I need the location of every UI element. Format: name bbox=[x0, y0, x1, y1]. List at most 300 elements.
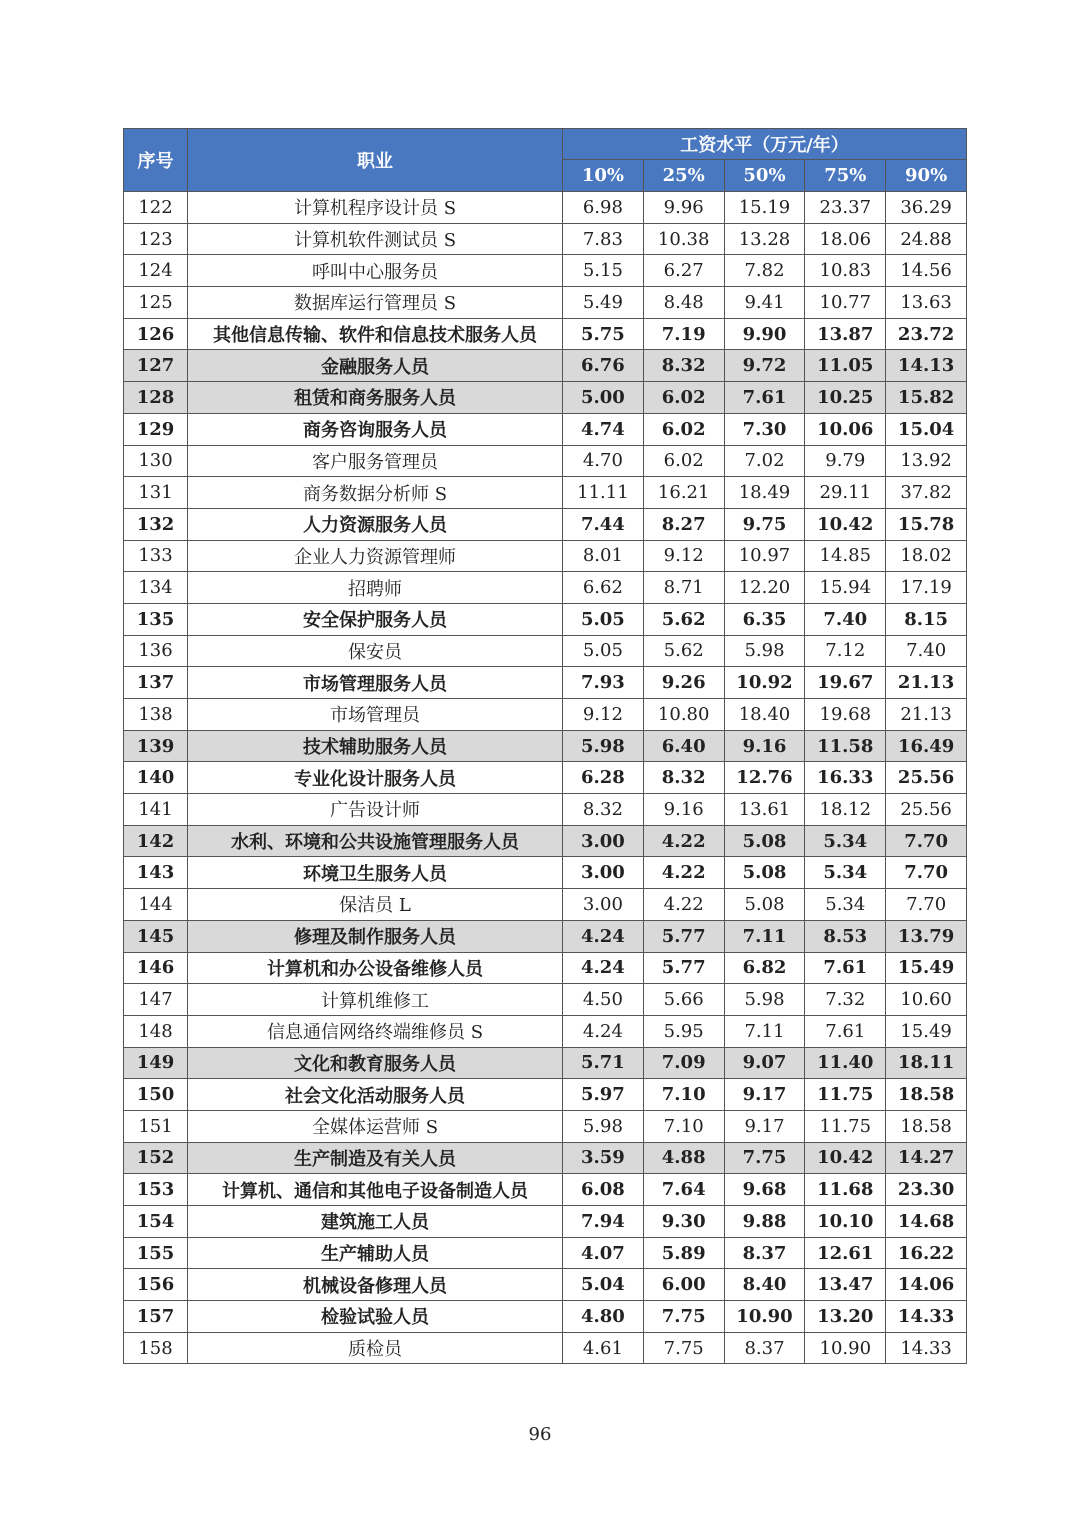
row-p10-cell: 5.04 bbox=[563, 1269, 644, 1301]
row-p90-cell: 14.68 bbox=[886, 1206, 967, 1238]
row-job-cell: 社会文化活动服务人员 bbox=[188, 1079, 563, 1111]
table-row bbox=[124, 952, 967, 984]
row-p10-cell: 3.00 bbox=[563, 825, 644, 857]
row-p75-cell: 8.53 bbox=[805, 920, 886, 952]
row-id-cell: 122 bbox=[124, 192, 188, 224]
row-p10-cell: 5.71 bbox=[563, 1047, 644, 1079]
row-p90-cell: 16.22 bbox=[886, 1237, 967, 1269]
row-p25-cell: 4.22 bbox=[643, 825, 724, 857]
row-p25-cell: 9.30 bbox=[643, 1206, 724, 1238]
row-p50-cell: 9.17 bbox=[724, 1079, 805, 1111]
row-p25-cell: 6.00 bbox=[643, 1269, 724, 1301]
row-p75-cell: 11.58 bbox=[805, 730, 886, 762]
row-p90-cell: 23.30 bbox=[886, 1174, 967, 1206]
row-id-cell: 126 bbox=[124, 318, 188, 350]
table-row bbox=[124, 857, 967, 889]
row-p10-cell: 9.12 bbox=[563, 699, 644, 731]
row-p75-cell: 15.94 bbox=[805, 572, 886, 604]
row-p75-cell: 10.77 bbox=[805, 287, 886, 319]
row-p25-cell: 6.02 bbox=[643, 382, 724, 414]
row-p50-cell: 7.75 bbox=[724, 1142, 805, 1174]
row-id-cell: 147 bbox=[124, 984, 188, 1016]
row-job-cell: 保洁员 L bbox=[188, 889, 563, 921]
row-p75-cell: 5.34 bbox=[805, 889, 886, 921]
row-p90-cell: 14.27 bbox=[886, 1142, 967, 1174]
row-id-cell: 136 bbox=[124, 635, 188, 667]
row-job-cell: 人力资源服务人员 bbox=[188, 508, 563, 540]
table-row bbox=[124, 1174, 967, 1206]
row-id-cell: 140 bbox=[124, 762, 188, 794]
row-p90-cell: 7.70 bbox=[886, 889, 967, 921]
row-p10-cell: 5.98 bbox=[563, 1110, 644, 1142]
row-job-cell: 计算机软件测试员 S bbox=[188, 223, 563, 255]
row-p10-cell: 7.94 bbox=[563, 1206, 644, 1238]
header-p25: 25% bbox=[643, 160, 724, 192]
row-p90-cell: 25.56 bbox=[886, 762, 967, 794]
row-p90-cell: 17.19 bbox=[886, 572, 967, 604]
table-row bbox=[124, 1332, 967, 1364]
row-p25-cell: 8.32 bbox=[643, 350, 724, 382]
table-row bbox=[124, 603, 967, 635]
row-p10-cell: 6.28 bbox=[563, 762, 644, 794]
row-p25-cell: 5.62 bbox=[643, 603, 724, 635]
row-p25-cell: 10.38 bbox=[643, 223, 724, 255]
row-id-cell: 123 bbox=[124, 223, 188, 255]
row-p50-cell: 18.49 bbox=[724, 477, 805, 509]
row-p90-cell: 7.40 bbox=[886, 635, 967, 667]
table-row bbox=[124, 1015, 967, 1047]
table-row bbox=[124, 984, 967, 1016]
row-id-cell: 156 bbox=[124, 1269, 188, 1301]
row-p10-cell: 4.50 bbox=[563, 984, 644, 1016]
row-p25-cell: 16.21 bbox=[643, 477, 724, 509]
row-id-cell: 127 bbox=[124, 350, 188, 382]
row-p50-cell: 5.08 bbox=[724, 825, 805, 857]
row-p50-cell: 9.07 bbox=[724, 1047, 805, 1079]
row-p25-cell: 7.64 bbox=[643, 1174, 724, 1206]
row-p10-cell: 6.08 bbox=[563, 1174, 644, 1206]
row-p50-cell: 5.98 bbox=[724, 984, 805, 1016]
row-p90-cell: 15.49 bbox=[886, 1015, 967, 1047]
row-p75-cell: 19.67 bbox=[805, 667, 886, 699]
row-job-cell: 商务咨询服务人员 bbox=[188, 413, 563, 445]
row-job-cell: 信息通信网络终端维修员 S bbox=[188, 1015, 563, 1047]
row-job-cell: 生产辅助人员 bbox=[188, 1237, 563, 1269]
row-p25-cell: 4.22 bbox=[643, 857, 724, 889]
row-job-cell: 保安员 bbox=[188, 635, 563, 667]
row-p10-cell: 4.07 bbox=[563, 1237, 644, 1269]
row-p50-cell: 7.30 bbox=[724, 413, 805, 445]
row-p75-cell: 11.75 bbox=[805, 1110, 886, 1142]
row-p75-cell: 9.79 bbox=[805, 445, 886, 477]
row-p25-cell: 7.19 bbox=[643, 318, 724, 350]
row-p10-cell: 3.00 bbox=[563, 889, 644, 921]
table-row bbox=[124, 1079, 967, 1111]
row-job-cell: 质检员 bbox=[188, 1332, 563, 1364]
row-p50-cell: 10.90 bbox=[724, 1301, 805, 1333]
row-p90-cell: 13.79 bbox=[886, 920, 967, 952]
row-p25-cell: 4.88 bbox=[643, 1142, 724, 1174]
row-p75-cell: 13.20 bbox=[805, 1301, 886, 1333]
row-p75-cell: 7.32 bbox=[805, 984, 886, 1016]
row-id-cell: 142 bbox=[124, 825, 188, 857]
row-p75-cell: 18.06 bbox=[805, 223, 886, 255]
row-p90-cell: 18.58 bbox=[886, 1079, 967, 1111]
row-job-cell: 生产制造及有关人员 bbox=[188, 1142, 563, 1174]
row-p90-cell: 24.88 bbox=[886, 223, 967, 255]
row-p75-cell: 10.25 bbox=[805, 382, 886, 414]
table-row bbox=[124, 1110, 967, 1142]
row-p10-cell: 3.00 bbox=[563, 857, 644, 889]
row-p50-cell: 12.20 bbox=[724, 572, 805, 604]
header-p10: 10% bbox=[563, 160, 644, 192]
header-wage-group: 工资水平（万元/年） bbox=[563, 129, 967, 160]
row-p90-cell: 23.72 bbox=[886, 318, 967, 350]
row-p75-cell: 7.12 bbox=[805, 635, 886, 667]
row-job-cell: 安全保护服务人员 bbox=[188, 603, 563, 635]
row-p90-cell: 37.82 bbox=[886, 477, 967, 509]
table-row bbox=[124, 762, 967, 794]
header-p90: 90% bbox=[886, 160, 967, 192]
row-p25-cell: 5.77 bbox=[643, 920, 724, 952]
row-id-cell: 134 bbox=[124, 572, 188, 604]
row-job-cell: 计算机、通信和其他电子设备制造人员 bbox=[188, 1174, 563, 1206]
row-p90-cell: 18.02 bbox=[886, 540, 967, 572]
row-id-cell: 141 bbox=[124, 794, 188, 826]
table-row bbox=[124, 825, 967, 857]
row-p50-cell: 9.90 bbox=[724, 318, 805, 350]
row-p75-cell: 11.05 bbox=[805, 350, 886, 382]
row-p10-cell: 8.01 bbox=[563, 540, 644, 572]
row-p25-cell: 6.27 bbox=[643, 255, 724, 287]
row-p25-cell: 5.62 bbox=[643, 635, 724, 667]
row-p10-cell: 6.76 bbox=[563, 350, 644, 382]
row-p75-cell: 10.90 bbox=[805, 1332, 886, 1364]
row-p75-cell: 10.83 bbox=[805, 255, 886, 287]
row-id-cell: 155 bbox=[124, 1237, 188, 1269]
row-id-cell: 128 bbox=[124, 382, 188, 414]
row-p25-cell: 8.27 bbox=[643, 508, 724, 540]
row-id-cell: 144 bbox=[124, 889, 188, 921]
row-p75-cell: 18.12 bbox=[805, 794, 886, 826]
row-p50-cell: 13.61 bbox=[724, 794, 805, 826]
row-job-cell: 数据库运行管理员 S bbox=[188, 287, 563, 319]
row-p75-cell: 5.34 bbox=[805, 857, 886, 889]
row-p10-cell: 4.24 bbox=[563, 920, 644, 952]
row-p50-cell: 8.40 bbox=[724, 1269, 805, 1301]
row-id-cell: 133 bbox=[124, 540, 188, 572]
row-p10-cell: 5.98 bbox=[563, 730, 644, 762]
row-p25-cell: 5.89 bbox=[643, 1237, 724, 1269]
row-p90-cell: 14.06 bbox=[886, 1269, 967, 1301]
row-p75-cell: 10.42 bbox=[805, 1142, 886, 1174]
row-p50-cell: 9.88 bbox=[724, 1206, 805, 1238]
row-p90-cell: 8.15 bbox=[886, 603, 967, 635]
row-p10-cell: 11.11 bbox=[563, 477, 644, 509]
page-number: 96 bbox=[528, 1424, 552, 1445]
row-p50-cell: 5.08 bbox=[724, 857, 805, 889]
row-p75-cell: 7.61 bbox=[805, 1015, 886, 1047]
table-row bbox=[124, 667, 967, 699]
row-p25-cell: 7.10 bbox=[643, 1110, 724, 1142]
row-job-cell: 其他信息传输、软件和信息技术服务人员 bbox=[188, 318, 563, 350]
row-id-cell: 129 bbox=[124, 413, 188, 445]
row-job-cell: 环境卫生服务人员 bbox=[188, 857, 563, 889]
row-id-cell: 145 bbox=[124, 920, 188, 952]
row-job-cell: 机械设备修理人员 bbox=[188, 1269, 563, 1301]
row-id-cell: 143 bbox=[124, 857, 188, 889]
row-job-cell: 呼叫中心服务员 bbox=[188, 255, 563, 287]
row-p25-cell: 9.16 bbox=[643, 794, 724, 826]
row-p75-cell: 11.40 bbox=[805, 1047, 886, 1079]
row-p10-cell: 8.32 bbox=[563, 794, 644, 826]
row-p10-cell: 4.80 bbox=[563, 1301, 644, 1333]
row-p50-cell: 8.37 bbox=[724, 1237, 805, 1269]
row-job-cell: 专业化设计服务人员 bbox=[188, 762, 563, 794]
row-p90-cell: 21.13 bbox=[886, 667, 967, 699]
row-p25-cell: 5.77 bbox=[643, 952, 724, 984]
row-p10-cell: 4.70 bbox=[563, 445, 644, 477]
row-p10-cell: 4.74 bbox=[563, 413, 644, 445]
row-p50-cell: 9.75 bbox=[724, 508, 805, 540]
table-row bbox=[124, 192, 967, 224]
row-p10-cell: 5.75 bbox=[563, 318, 644, 350]
row-p90-cell: 14.13 bbox=[886, 350, 967, 382]
row-p90-cell: 15.49 bbox=[886, 952, 967, 984]
row-id-cell: 139 bbox=[124, 730, 188, 762]
row-job-cell: 招聘师 bbox=[188, 572, 563, 604]
row-p25-cell: 7.75 bbox=[643, 1332, 724, 1364]
row-p10-cell: 4.24 bbox=[563, 1015, 644, 1047]
row-p25-cell: 10.80 bbox=[643, 699, 724, 731]
row-p75-cell: 11.75 bbox=[805, 1079, 886, 1111]
row-p90-cell: 13.63 bbox=[886, 287, 967, 319]
row-p75-cell: 13.87 bbox=[805, 318, 886, 350]
row-p25-cell: 8.32 bbox=[643, 762, 724, 794]
row-p25-cell: 6.40 bbox=[643, 730, 724, 762]
row-id-cell: 138 bbox=[124, 699, 188, 731]
row-p90-cell: 18.11 bbox=[886, 1047, 967, 1079]
table-row bbox=[124, 1237, 967, 1269]
table-row bbox=[124, 730, 967, 762]
row-p75-cell: 7.61 bbox=[805, 952, 886, 984]
row-job-cell: 市场管理员 bbox=[188, 699, 563, 731]
row-p75-cell: 11.68 bbox=[805, 1174, 886, 1206]
row-job-cell: 计算机和办公设备维修人员 bbox=[188, 952, 563, 984]
table-row bbox=[124, 1206, 967, 1238]
row-id-cell: 148 bbox=[124, 1015, 188, 1047]
row-job-cell: 市场管理服务人员 bbox=[188, 667, 563, 699]
table-row bbox=[124, 635, 967, 667]
row-p50-cell: 7.02 bbox=[724, 445, 805, 477]
row-id-cell: 154 bbox=[124, 1206, 188, 1238]
table-row bbox=[124, 445, 967, 477]
wage-table-container bbox=[123, 128, 966, 1364]
row-job-cell: 租赁和商务服务人员 bbox=[188, 382, 563, 414]
table-row bbox=[124, 889, 967, 921]
row-id-cell: 124 bbox=[124, 255, 188, 287]
row-p50-cell: 9.68 bbox=[724, 1174, 805, 1206]
row-id-cell: 125 bbox=[124, 287, 188, 319]
row-p10-cell: 6.62 bbox=[563, 572, 644, 604]
table-row bbox=[124, 318, 967, 350]
row-p50-cell: 5.08 bbox=[724, 889, 805, 921]
row-job-cell: 计算机维修工 bbox=[188, 984, 563, 1016]
row-p90-cell: 10.60 bbox=[886, 984, 967, 1016]
row-id-cell: 135 bbox=[124, 603, 188, 635]
row-p25-cell: 8.48 bbox=[643, 287, 724, 319]
row-p10-cell: 5.15 bbox=[563, 255, 644, 287]
row-p10-cell: 4.61 bbox=[563, 1332, 644, 1364]
row-p10-cell: 7.44 bbox=[563, 508, 644, 540]
row-job-cell: 商务数据分析师 S bbox=[188, 477, 563, 509]
row-p90-cell: 13.92 bbox=[886, 445, 967, 477]
row-job-cell: 水利、环境和公共设施管理服务人员 bbox=[188, 825, 563, 857]
row-job-cell: 文化和教育服务人员 bbox=[188, 1047, 563, 1079]
row-id-cell: 150 bbox=[124, 1079, 188, 1111]
row-p50-cell: 10.97 bbox=[724, 540, 805, 572]
row-p75-cell: 12.61 bbox=[805, 1237, 886, 1269]
table-header bbox=[124, 129, 967, 192]
row-p75-cell: 14.85 bbox=[805, 540, 886, 572]
row-p10-cell: 7.93 bbox=[563, 667, 644, 699]
row-id-cell: 130 bbox=[124, 445, 188, 477]
row-p75-cell: 23.37 bbox=[805, 192, 886, 224]
table-row bbox=[124, 382, 967, 414]
row-p10-cell: 4.24 bbox=[563, 952, 644, 984]
row-p50-cell: 15.19 bbox=[724, 192, 805, 224]
row-p50-cell: 8.37 bbox=[724, 1332, 805, 1364]
table-row bbox=[124, 920, 967, 952]
row-p50-cell: 7.11 bbox=[724, 920, 805, 952]
row-p50-cell: 9.16 bbox=[724, 730, 805, 762]
row-p50-cell: 18.40 bbox=[724, 699, 805, 731]
row-p90-cell: 15.04 bbox=[886, 413, 967, 445]
row-p25-cell: 6.02 bbox=[643, 445, 724, 477]
row-id-cell: 158 bbox=[124, 1332, 188, 1364]
table-row bbox=[124, 1142, 967, 1174]
row-p10-cell: 5.49 bbox=[563, 287, 644, 319]
row-p90-cell: 14.33 bbox=[886, 1332, 967, 1364]
table-body bbox=[124, 192, 967, 1364]
row-p50-cell: 10.92 bbox=[724, 667, 805, 699]
row-job-cell: 建筑施工人员 bbox=[188, 1206, 563, 1238]
table-row bbox=[124, 287, 967, 319]
row-p10-cell: 5.05 bbox=[563, 635, 644, 667]
row-p75-cell: 10.10 bbox=[805, 1206, 886, 1238]
table-row bbox=[124, 350, 967, 382]
table-row bbox=[124, 699, 967, 731]
row-id-cell: 157 bbox=[124, 1301, 188, 1333]
wage-table bbox=[123, 128, 967, 1364]
row-p75-cell: 29.11 bbox=[805, 477, 886, 509]
header-p50: 50% bbox=[724, 160, 805, 192]
row-p50-cell: 6.35 bbox=[724, 603, 805, 635]
row-p90-cell: 25.56 bbox=[886, 794, 967, 826]
header-job: 职业 bbox=[188, 129, 563, 192]
row-p50-cell: 7.11 bbox=[724, 1015, 805, 1047]
table-row bbox=[124, 255, 967, 287]
table-row bbox=[124, 413, 967, 445]
table-row bbox=[124, 540, 967, 572]
row-id-cell: 137 bbox=[124, 667, 188, 699]
row-p90-cell: 7.70 bbox=[886, 825, 967, 857]
row-job-cell: 修理及制作服务人员 bbox=[188, 920, 563, 952]
row-job-cell: 全媒体运营师 S bbox=[188, 1110, 563, 1142]
row-id-cell: 152 bbox=[124, 1142, 188, 1174]
table-row bbox=[124, 572, 967, 604]
table-row bbox=[124, 1269, 967, 1301]
row-p25-cell: 9.12 bbox=[643, 540, 724, 572]
row-p90-cell: 15.78 bbox=[886, 508, 967, 540]
row-p50-cell: 5.98 bbox=[724, 635, 805, 667]
row-p50-cell: 6.82 bbox=[724, 952, 805, 984]
row-p25-cell: 7.75 bbox=[643, 1301, 724, 1333]
table-row bbox=[124, 477, 967, 509]
row-p25-cell: 6.02 bbox=[643, 413, 724, 445]
row-id-cell: 131 bbox=[124, 477, 188, 509]
row-p90-cell: 18.58 bbox=[886, 1110, 967, 1142]
row-p90-cell: 36.29 bbox=[886, 192, 967, 224]
row-p90-cell: 15.82 bbox=[886, 382, 967, 414]
row-p25-cell: 9.96 bbox=[643, 192, 724, 224]
table-row bbox=[124, 508, 967, 540]
row-p50-cell: 9.41 bbox=[724, 287, 805, 319]
row-id-cell: 151 bbox=[124, 1110, 188, 1142]
row-p10-cell: 5.00 bbox=[563, 382, 644, 414]
header-p75: 75% bbox=[805, 160, 886, 192]
row-p75-cell: 7.40 bbox=[805, 603, 886, 635]
header-id: 序号 bbox=[124, 129, 188, 192]
row-p50-cell: 7.61 bbox=[724, 382, 805, 414]
row-p75-cell: 16.33 bbox=[805, 762, 886, 794]
row-p75-cell: 19.68 bbox=[805, 699, 886, 731]
row-p25-cell: 7.10 bbox=[643, 1079, 724, 1111]
row-p50-cell: 9.17 bbox=[724, 1110, 805, 1142]
row-p10-cell: 5.05 bbox=[563, 603, 644, 635]
row-id-cell: 149 bbox=[124, 1047, 188, 1079]
row-p50-cell: 7.82 bbox=[724, 255, 805, 287]
row-id-cell: 146 bbox=[124, 952, 188, 984]
row-p25-cell: 4.22 bbox=[643, 889, 724, 921]
row-p10-cell: 5.97 bbox=[563, 1079, 644, 1111]
row-p25-cell: 8.71 bbox=[643, 572, 724, 604]
row-job-cell: 技术辅助服务人员 bbox=[188, 730, 563, 762]
row-p90-cell: 14.33 bbox=[886, 1301, 967, 1333]
row-p25-cell: 5.66 bbox=[643, 984, 724, 1016]
row-p25-cell: 9.26 bbox=[643, 667, 724, 699]
row-p90-cell: 7.70 bbox=[886, 857, 967, 889]
table-row bbox=[124, 1047, 967, 1079]
row-p75-cell: 10.06 bbox=[805, 413, 886, 445]
row-job-cell: 企业人力资源管理师 bbox=[188, 540, 563, 572]
row-p75-cell: 10.42 bbox=[805, 508, 886, 540]
row-job-cell: 广告设计师 bbox=[188, 794, 563, 826]
table-row bbox=[124, 1301, 967, 1333]
row-job-cell: 金融服务人员 bbox=[188, 350, 563, 382]
row-p75-cell: 13.47 bbox=[805, 1269, 886, 1301]
row-p10-cell: 6.98 bbox=[563, 192, 644, 224]
row-p50-cell: 13.28 bbox=[724, 223, 805, 255]
row-p10-cell: 7.83 bbox=[563, 223, 644, 255]
table-row bbox=[124, 223, 967, 255]
row-id-cell: 153 bbox=[124, 1174, 188, 1206]
row-job-cell: 计算机程序设计员 S bbox=[188, 192, 563, 224]
table-row bbox=[124, 794, 967, 826]
row-job-cell: 客户服务管理员 bbox=[188, 445, 563, 477]
row-p25-cell: 7.09 bbox=[643, 1047, 724, 1079]
row-p90-cell: 21.13 bbox=[886, 699, 967, 731]
